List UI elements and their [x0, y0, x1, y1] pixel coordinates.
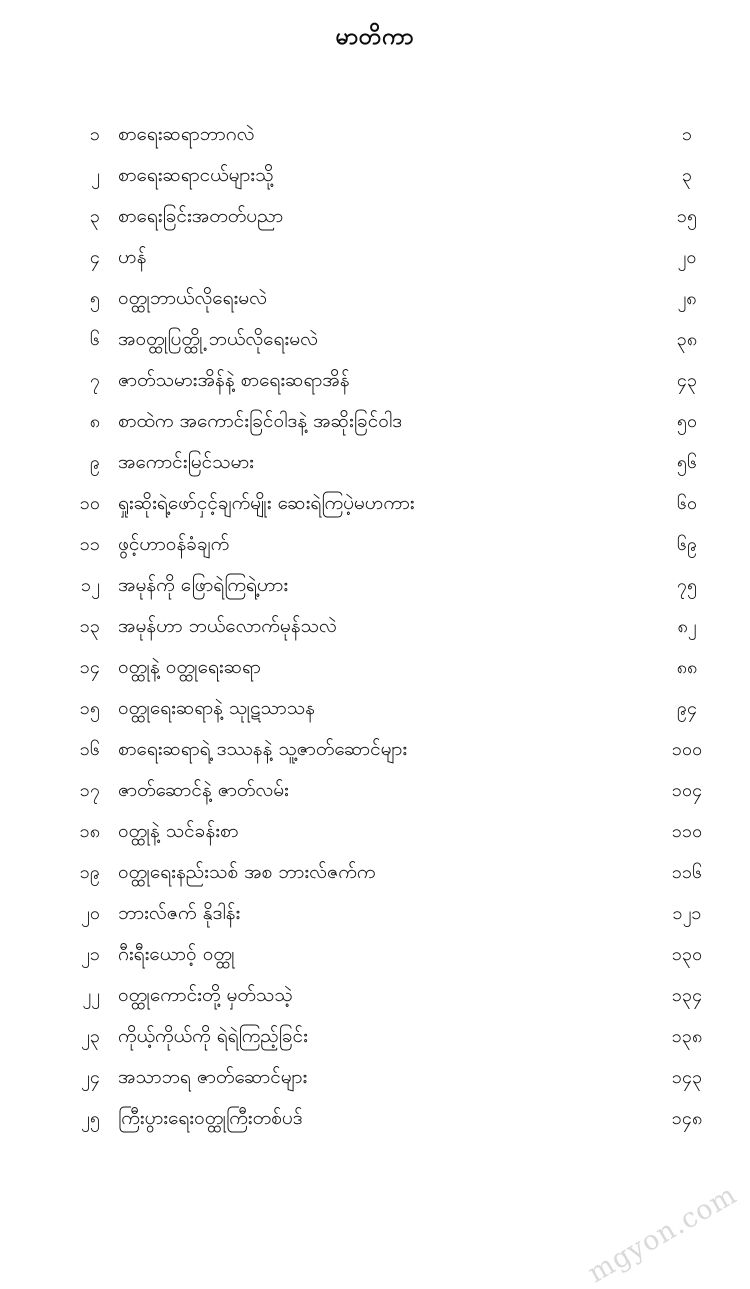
- toc-entry-title: အမုန်ကို ဖြောရဲကြရဲ့ဟား: [118, 574, 289, 596]
- toc-entry-page: ၈၂: [677, 616, 697, 637]
- toc-entry-number: ၁၁: [79, 534, 100, 555]
- toc-entry-page: ၁၃၈: [671, 1026, 703, 1047]
- toc-entry-title: ဇာတ်သမားအိန်နဲ့ စာရေးဆရာအိန်: [118, 369, 350, 391]
- toc-entry-number: ၄: [89, 247, 100, 268]
- toc-entry-number: ၁၆: [79, 739, 100, 760]
- toc-entry-number: ၁၅: [79, 698, 100, 719]
- toc-entry[interactable]: [0, 778, 750, 819]
- toc-entry-number: ၂၀: [81, 903, 100, 924]
- toc-entry-title: စာရေးဆရာရဲ့ ဒဿနနဲ့ သူ့ဇာတ်ဆောင်များ: [118, 738, 408, 760]
- toc-entry-title: ဝတ္ထုနဲ့ ဝတ္ထုရေးဆရာ: [118, 656, 261, 678]
- toc-entry-number: ၈: [89, 411, 100, 432]
- toc-entry[interactable]: [0, 1106, 750, 1147]
- toc-entry-title: ဟန်: [118, 246, 147, 268]
- toc-entry-page: ၃: [681, 165, 693, 186]
- toc-entry-title: စာရေးဆရာငယ်များသို့: [118, 164, 274, 186]
- toc-entry-page: ၁၃၀: [671, 944, 703, 965]
- toc-entry[interactable]: [0, 942, 750, 983]
- toc-entry-title: ဇာတ်ဆောင်နဲ့ ဇာတ်လမ်း: [118, 779, 289, 801]
- toc-entry-title: ဘားလ်ဇက် နိုဒါန်း: [118, 902, 241, 924]
- toc-entry-title: အကောင်းမြင်သမား: [118, 451, 254, 473]
- toc-entry[interactable]: [0, 901, 750, 942]
- toc-entry-number: ၇: [89, 370, 100, 391]
- toc-entry-title: ဝတ္ထုရေးနည်းသစ် အစ ဘားလ်ဇက်က: [118, 861, 376, 883]
- toc-entry[interactable]: [0, 327, 750, 368]
- toc-entry-page: ၁၄၃: [671, 1067, 703, 1088]
- toc-entry-page: ၈၈: [676, 657, 698, 678]
- toc-entry-number: ၂၂: [82, 985, 100, 1006]
- toc-entry-page: ၁: [681, 124, 693, 145]
- toc-entry[interactable]: [0, 983, 750, 1024]
- toc-entry[interactable]: [0, 1024, 750, 1065]
- toc-entry-number: ၁၂: [81, 575, 100, 596]
- toc-entry-page: ၉၄: [676, 698, 698, 719]
- toc-entry-page: ၂၈: [677, 288, 697, 309]
- toc-entry[interactable]: [0, 614, 750, 655]
- toc-entry-page: ၄၃: [676, 370, 698, 391]
- toc-entry[interactable]: [0, 491, 750, 532]
- toc-entry-title: ဂီးရီးယောဝ့် ဝတ္ထု: [118, 943, 235, 965]
- toc-entry[interactable]: [0, 696, 750, 737]
- toc-entry[interactable]: [0, 860, 750, 901]
- toc-entry[interactable]: [0, 450, 750, 491]
- toc-entry-number: ၂၄: [81, 1067, 100, 1088]
- toc-entry-page: ၆၀: [676, 493, 698, 514]
- toc-entry-number: ၁၀: [79, 493, 100, 514]
- toc-entry[interactable]: [0, 737, 750, 778]
- toc-entry-title: ဝတ္ထုဘာယ်လိုရေးမလဲ: [118, 287, 267, 309]
- toc-entry-title: ရှုးဆိုးရဲ့ဖော်ငှင့်ချက်မျိုး ဆေးရဲကြပဲ့မဟကား: [118, 492, 415, 514]
- toc-entry-number: ၂၃: [81, 1026, 100, 1047]
- toc-entry-page: ၅၀: [676, 411, 698, 432]
- toc-entry-number: ၁၈: [79, 821, 100, 842]
- toc-entry[interactable]: [0, 1065, 750, 1106]
- toc-entry-title: ကိုယ့်ကိုယ်ကို ရဲရဲကြည့်ခြင်း: [118, 1025, 308, 1047]
- toc-entry-page: ၁၃၄: [671, 985, 703, 1006]
- toc-entry-page: ၇၅: [676, 575, 698, 596]
- toc-entry[interactable]: [0, 204, 750, 245]
- toc-entry-title: စာရေးခြင်းအတတ်ပညာ: [118, 205, 284, 227]
- toc-entry-number: ၃: [89, 206, 100, 227]
- toc-entry[interactable]: [0, 368, 750, 409]
- toc-entry-title: ဝတ္ထုကောင်းတို့ မှတ်သသဲ့: [118, 984, 293, 1006]
- toc-entry[interactable]: [0, 573, 750, 614]
- toc-entry[interactable]: [0, 245, 750, 286]
- toc-entry-title: ဖွင့်ဟာဝန်ခံချက်: [118, 533, 230, 555]
- toc-entry-number: ၉: [89, 452, 100, 473]
- toc-entry-number: ၁၉: [79, 862, 100, 883]
- toc-entry-number: ၂၅: [81, 1108, 100, 1129]
- table-of-contents: [0, 122, 750, 1147]
- toc-entry-title: စာရေးဆရာဘာဂလဲ: [118, 123, 255, 145]
- toc-entry-page: ၅၆: [676, 452, 698, 473]
- toc-entry-title: ကြီးပွားရေးဝတ္ထုကြီးတစ်ပဒ်: [118, 1107, 303, 1129]
- toc-entry-number: ၂၁: [81, 944, 100, 965]
- toc-entry-number: ၁၇: [79, 780, 100, 801]
- toc-entry-page: ၃၈: [676, 329, 698, 350]
- page-title: မာတိကာ: [335, 24, 415, 50]
- toc-entry-page: ၁၀၀: [671, 739, 703, 760]
- toc-entry[interactable]: [0, 122, 750, 163]
- toc-entry-number: ၁: [89, 124, 100, 145]
- toc-entry-page: ၆၉: [676, 534, 698, 555]
- toc-entry-number: ၅: [89, 288, 100, 309]
- toc-entry-title: ဝတ္ထုရေးဆရာနဲ့ သုုဋသာသန: [118, 697, 315, 719]
- toc-entry[interactable]: [0, 819, 750, 860]
- toc-entry-page: ၁၅: [676, 206, 698, 227]
- toc-entry-number: ၆: [89, 329, 100, 350]
- toc-entry-number: ၁၄: [79, 657, 100, 678]
- toc-entry[interactable]: [0, 286, 750, 327]
- document-page: [0, 22, 750, 1289]
- toc-entry-page: ၁၁၆: [671, 862, 703, 883]
- toc-entry-page: ၁၀၄: [671, 780, 703, 801]
- watermark: mgyon.com: [582, 1179, 742, 1289]
- toc-entry-number: ၁၃: [79, 616, 100, 637]
- toc-entry-title: အမုန်ဟာ ဘယ်လောက်မုန်သလဲ: [118, 615, 337, 637]
- toc-entry-number: ၂: [91, 165, 100, 186]
- toc-entry-title: အဝတ္ထုပြတ္ထို့ ဘယ်လိုရေးမလဲ: [118, 328, 318, 350]
- toc-entry[interactable]: [0, 163, 750, 204]
- toc-entry[interactable]: [0, 532, 750, 573]
- toc-entry-page: ၁၄၈: [671, 1108, 703, 1129]
- toc-entry-page: ၁၂၁: [672, 903, 702, 924]
- toc-entry-title: အသာဘရ ဇာတ်ဆောင်များ: [118, 1066, 308, 1088]
- toc-entry[interactable]: [0, 409, 750, 450]
- toc-entry[interactable]: [0, 655, 750, 696]
- toc-entry-page: ၁၁၀: [671, 821, 703, 842]
- toc-entry-title: ဝတ္ထုနဲ့ သင်ခန်းစာ: [118, 820, 239, 842]
- toc-entry-title: စာထဲက အကောင်းခြင်ဝါဒနဲ့ အဆိုးခြင်ဝါဒ: [118, 410, 403, 432]
- toc-entry-page: ၂၀: [677, 247, 697, 268]
